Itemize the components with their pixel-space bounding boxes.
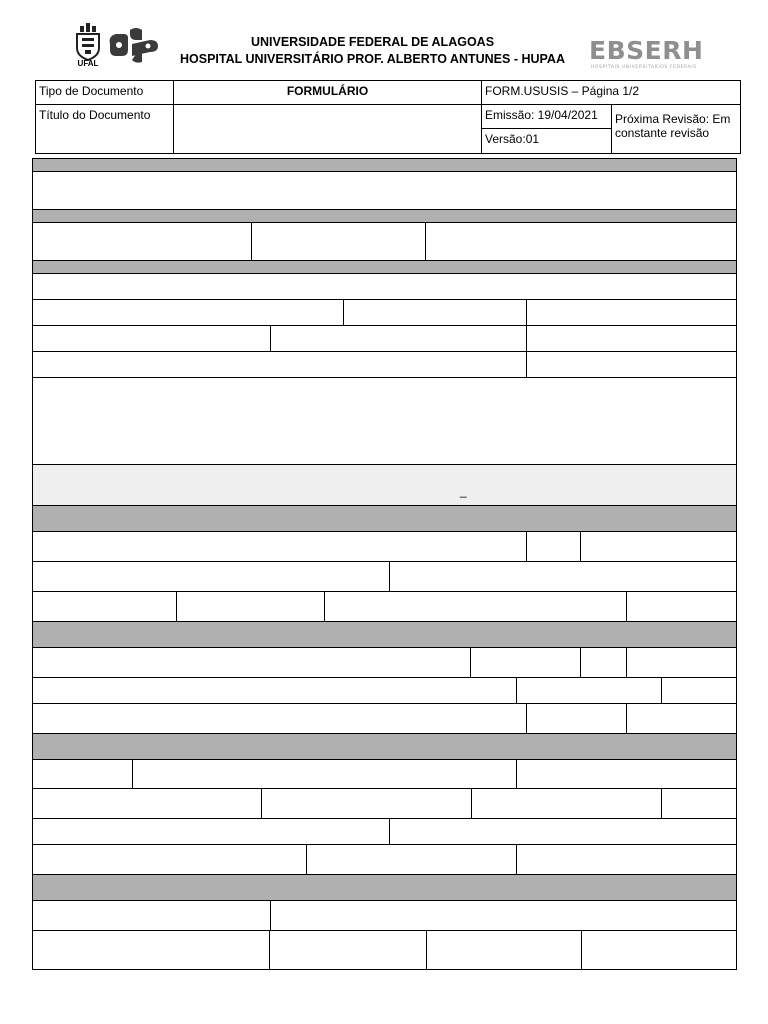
form-field[interactable]	[526, 703, 627, 734]
hospital-name: HOSPITAL UNIVERSITÁRIO PROF. ALBERTO ANTUNES - HUPAA	[180, 52, 565, 66]
section-header-bar	[32, 874, 737, 901]
form-field[interactable]	[32, 930, 270, 970]
form-field[interactable]	[581, 930, 737, 970]
form-field[interactable]	[32, 561, 390, 592]
form-field[interactable]	[32, 818, 390, 845]
titulo-documento-label: Título do Documento	[35, 104, 174, 154]
versao: Versão:01	[481, 128, 612, 154]
form-field[interactable]	[132, 759, 517, 789]
proxima-revisao: Próxima Revisão: Em constante revisão	[611, 104, 741, 154]
form-field[interactable]	[516, 759, 737, 789]
form-field[interactable]	[471, 788, 662, 819]
form-field[interactable]	[516, 844, 737, 875]
section-header-bar	[32, 260, 737, 274]
form-field[interactable]	[32, 900, 271, 931]
university-name: UNIVERSIDADE FEDERAL DE ALAGOAS	[250, 35, 495, 49]
ebserh-wordmark: EBSERH	[589, 36, 704, 65]
titulo-documento-field[interactable]	[173, 104, 482, 154]
form-field[interactable]	[32, 531, 527, 562]
form-field[interactable]	[32, 677, 517, 704]
form-field[interactable]	[580, 647, 627, 678]
form-field[interactable]	[32, 647, 471, 678]
form-field[interactable]	[425, 222, 737, 261]
form-field[interactable]	[32, 273, 737, 300]
form-field[interactable]	[661, 677, 737, 704]
form-field[interactable]	[626, 647, 737, 678]
ufal-label: UFAL	[77, 59, 99, 68]
form-field[interactable]	[516, 677, 662, 704]
shaded-row	[32, 464, 737, 506]
form-textarea[interactable]	[32, 377, 737, 465]
form-field[interactable]	[343, 299, 527, 326]
form-field[interactable]	[526, 325, 737, 352]
hospital-logo-icon	[106, 26, 160, 64]
form-field[interactable]	[626, 703, 737, 734]
form-field[interactable]	[32, 591, 177, 622]
form-field[interactable]	[470, 647, 581, 678]
form-field[interactable]	[526, 299, 737, 326]
form-field[interactable]	[176, 591, 325, 622]
form-field[interactable]	[324, 591, 627, 622]
form-field[interactable]	[270, 900, 737, 931]
ebserh-logo	[589, 36, 704, 72]
form-field[interactable]	[251, 222, 426, 261]
form-field[interactable]	[389, 561, 737, 592]
dash-mark: _	[460, 484, 467, 498]
form-field[interactable]	[306, 844, 517, 875]
form-field[interactable]	[526, 351, 737, 378]
form-field[interactable]	[426, 930, 582, 970]
form-field[interactable]	[32, 171, 737, 210]
section-header-bar	[32, 158, 737, 172]
section-header-bar	[32, 505, 737, 532]
tipo-documento-label: Tipo de Documento	[35, 80, 174, 105]
form-field[interactable]	[389, 818, 737, 845]
form-field[interactable]	[32, 351, 527, 378]
emissao-date: Emissão: 19/04/2021	[481, 104, 612, 129]
form-field[interactable]	[32, 844, 307, 875]
section-header-bar	[32, 209, 737, 223]
form-field[interactable]	[661, 788, 737, 819]
form-field[interactable]	[32, 222, 252, 261]
form-field[interactable]	[32, 788, 262, 819]
form-field[interactable]	[32, 299, 344, 326]
form-field[interactable]	[261, 788, 472, 819]
tipo-documento-value: FORMULÁRIO	[173, 80, 482, 105]
form-field[interactable]	[626, 591, 737, 622]
form-field[interactable]	[580, 531, 737, 562]
ufal-logo	[74, 22, 102, 70]
form-field[interactable]	[269, 930, 427, 970]
document-code: FORM.USUSIS – Página 1/2	[481, 80, 741, 105]
form-field[interactable]	[32, 703, 527, 734]
form-field[interactable]	[526, 531, 581, 562]
form-field[interactable]	[32, 759, 133, 789]
ebserh-subtitle: HOSPITAIS UNIVERSITÁRIOS FEDERAIS	[591, 65, 697, 70]
form-field[interactable]	[32, 325, 271, 352]
form-field[interactable]	[270, 325, 527, 352]
section-header-bar	[32, 621, 737, 648]
section-header-bar	[32, 733, 737, 760]
